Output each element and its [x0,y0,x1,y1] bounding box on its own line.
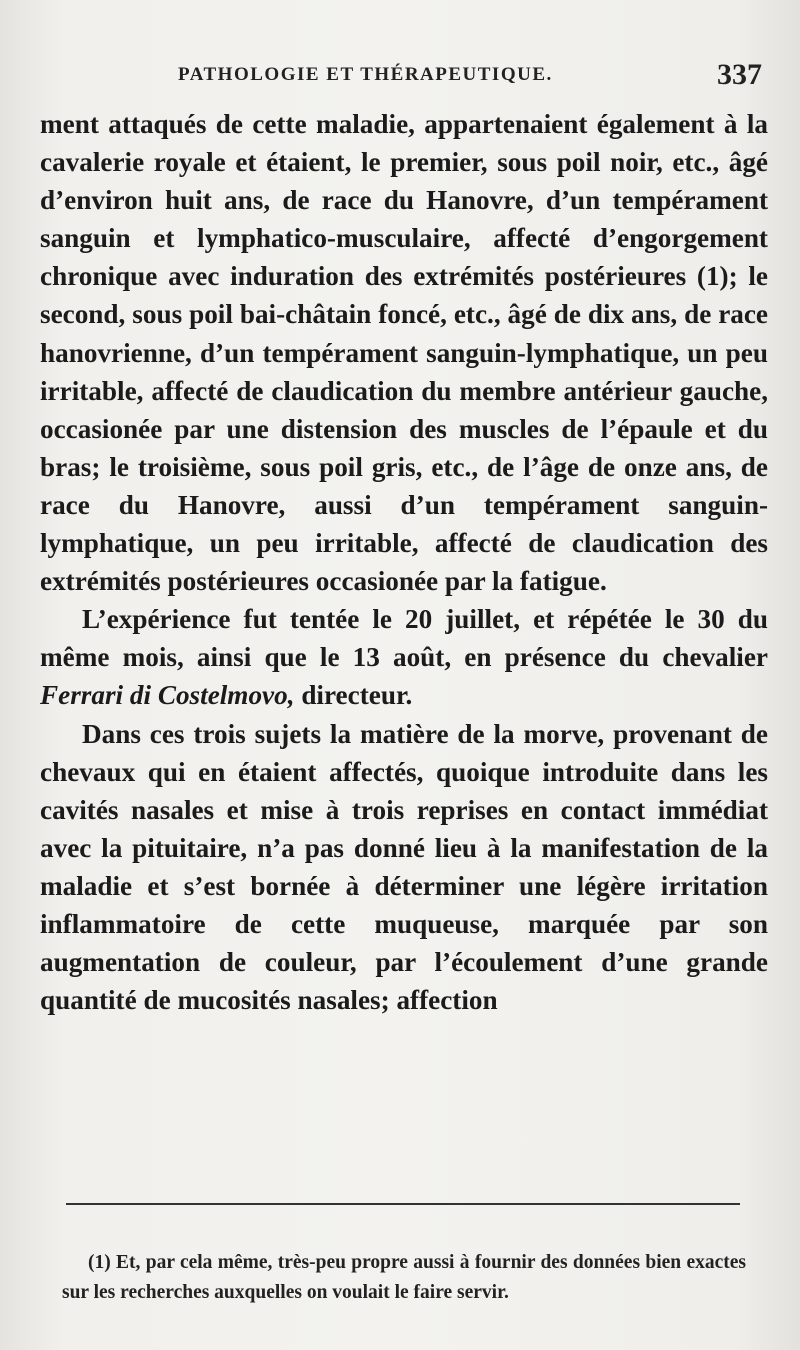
footnote-divider [66,1203,740,1205]
paragraph-1: ment attaqués de cette maladie, appartenaient également à la cavalerie royale et étaient, le premier, sous poil noir, etc., âgé d’environ huit ans, de race du Hanovre, d’un tempérament sanguin et lymphatico-musculaire, affecté d’engorgement chronique avec induration des extrémités postérieures (1); le second, sous poil bai-châtain foncé, etc., âgé de dix ans, de race hanovrienne, d’un tempérament sanguin-lymphatique, un peu irritable, affecté de claudication du membre antérieur gauche, occasionée par une distension des muscles de l’épaule et du bras; le troisième, sous poil gris, etc., de l’âge de onze ans, de race du Hanovre, aussi d’un tempérament sanguin-lymphatique, un peu irritable, affecté de claudication des extrémités postérieures occasionée par la fatigue. [40,109,768,597]
body-text [40,105,768,1019]
paragraph-3: Dans ces trois sujets la matière de la morve, provenant de chevaux qui en étaient affectés, quoique introduite dans les cavités nasales et mise à trois reprises en contact immédiat avec la pituitaire, n’a pas donné lieu à la manifestation de la maladie et s’est bornée à déterminer une légère irritation inflammatoire de cette muqueuse, marquée par son augmentation de couleur, par l’écoulement d’une grande quantité de mucosités nasales; affection [40,718,768,1016]
paragraph-2-text: L’expérience fut tentée le 20 juillet, et répétée le 30 du même mois, ainsi que le 13 août, en présence du chevalier [40,604,768,673]
running-head [150,58,770,92]
paragraph-2-end: directeur. [294,680,413,711]
paragraph-2 [40,600,768,714]
director-name: Ferrari di Costelmovo, [40,680,295,711]
running-title: PATHOLOGIE ET THÉRAPEUTIQUE. [178,64,553,85]
footnote: (1) Et, par cela même, très-peu propre aussi à fournir des données bien exactes sur les recherches auxquelles on voulait le faire servir. [62,1251,746,1303]
page-number: 337 [717,58,762,91]
